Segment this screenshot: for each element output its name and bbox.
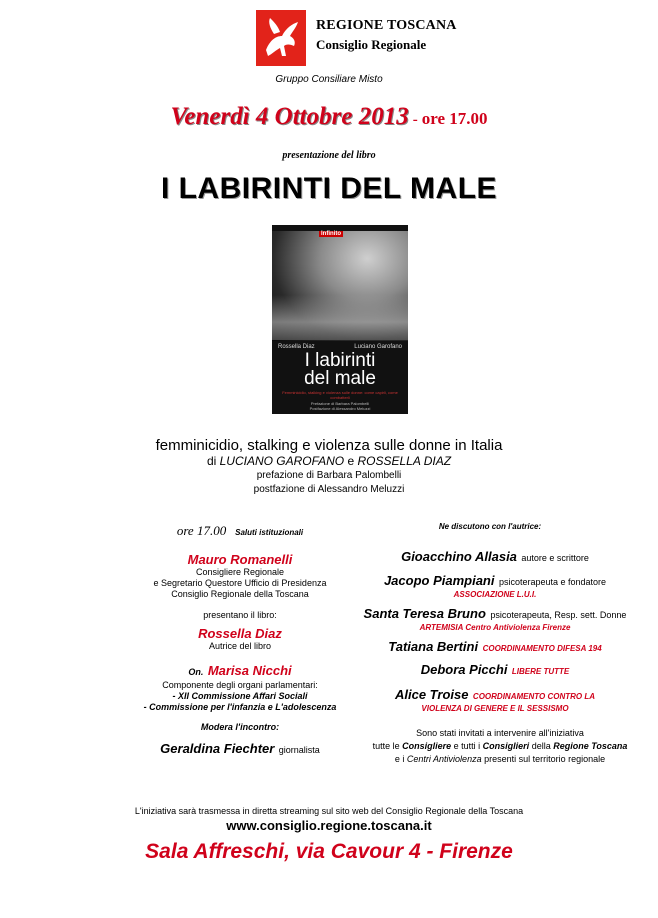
moderator-role: giornalista bbox=[278, 745, 320, 755]
panel-heading: Ne discutono con l'autrice: bbox=[438, 522, 542, 531]
speaker-role: - Commissione per l'infanzia e L'adolescenza bbox=[143, 702, 337, 712]
panelist bbox=[345, 661, 645, 679]
presents-label: presentano il libro: bbox=[203, 610, 277, 620]
invite-text-bold: Regione Toscana bbox=[553, 741, 628, 751]
panelist-role: psicoterapeuta e fondatore bbox=[498, 577, 607, 587]
moderator-label: Modera l'incontro: bbox=[200, 722, 280, 732]
book-authors bbox=[0, 454, 658, 468]
panelist-org: VIOLENZA DI GENERE E IL SESSISMO bbox=[421, 704, 569, 713]
speaker-role: e Segretario Questore Ufficio di Presidenza bbox=[153, 578, 327, 588]
book-cover bbox=[272, 225, 408, 414]
author-1: LUCIANO GAROFANO bbox=[219, 454, 345, 468]
panelist-name: Santa Teresa Bruno bbox=[363, 606, 486, 621]
regione-toscana-logo bbox=[256, 10, 306, 66]
panelist-name: Alice Troise bbox=[395, 687, 469, 702]
panelist-name: Gioacchino Allasia bbox=[401, 549, 517, 564]
invite-line: Sono stati invitati a intervenire all'iniziativa bbox=[416, 728, 584, 738]
panelist-name: Tatiana Bertini bbox=[388, 639, 479, 654]
panelist-role: psicoterapeuta, Resp. sett. Donne bbox=[490, 610, 627, 620]
speaker-title-prefix: On. bbox=[188, 667, 204, 677]
panelist bbox=[345, 638, 645, 656]
group-name: Gruppo Consiliare Misto bbox=[275, 74, 383, 85]
speaker-role: Autrice del libro bbox=[208, 641, 272, 651]
program-left-column bbox=[100, 522, 380, 758]
cover-author-left: Rossella Diaz bbox=[278, 344, 315, 350]
speaker-role: - XII Commissione Affari Sociali bbox=[172, 691, 308, 701]
cover-subtitle: Femminicidio, stalking e violenza sulle donne: come capirli, come combatterli bbox=[282, 390, 398, 400]
event-dateline bbox=[0, 103, 658, 131]
org-subname: Consiglio Regionale bbox=[316, 37, 427, 52]
afterword: postfazione di Alessandro Meluzzi bbox=[253, 484, 405, 495]
cover-author-right: Luciano Garofano bbox=[354, 344, 402, 350]
book-subtitle: femminicidio, stalking e violenza sulle donne in Italia bbox=[155, 437, 503, 454]
cover-publisher: Infinito bbox=[321, 231, 341, 237]
program-time: ore 17.00 bbox=[176, 523, 227, 538]
panelist-name: Jacopo Piampiani bbox=[383, 573, 495, 588]
event-time: ore 17.00 bbox=[421, 109, 488, 128]
greetings-row bbox=[100, 522, 380, 540]
speaker-name-row bbox=[100, 662, 380, 680]
panelist-org: ARTEMISIA Centro Antiviolenza Firenze bbox=[419, 623, 571, 632]
pegasus-icon bbox=[256, 10, 306, 66]
authors-prefix: di bbox=[206, 454, 217, 468]
invite-text: della bbox=[531, 741, 551, 751]
cover-title-line1: I labirinti bbox=[304, 350, 376, 371]
cover-credit-1: Prefazione di Barbara Palombelli bbox=[310, 401, 370, 406]
streaming-note: L'iniziativa sarà trasmessa in diretta streaming sul sito web del Consiglio Regionale della Toscana bbox=[134, 806, 524, 816]
invite-text-bold: Consiglieri bbox=[482, 741, 530, 751]
invite-text-italic: Centri Antiviolenza bbox=[406, 754, 482, 764]
speaker-name: Marisa Nicchi bbox=[207, 663, 292, 678]
panelist bbox=[345, 572, 645, 599]
speaker-role: Consiglio Regionale della Toscana bbox=[171, 589, 309, 599]
website-link[interactable]: www.consiglio.regione.toscana.it bbox=[226, 818, 432, 833]
preface: prefazione di Barbara Palombelli bbox=[256, 470, 402, 481]
panelist-org: COORDINAMENTO DIFESA 194 bbox=[482, 644, 602, 653]
panelist bbox=[345, 605, 645, 632]
venue: Sala Affreschi, via Cavour 4 - Firenze bbox=[145, 840, 513, 863]
event-date-separator: - bbox=[412, 112, 418, 128]
speaker-name: Mauro Romanelli bbox=[187, 552, 293, 567]
cover-photo-shade bbox=[272, 295, 408, 340]
panelist-org: ASSOCIAZIONE L.U.I. bbox=[453, 590, 537, 599]
panelist bbox=[345, 686, 645, 713]
panelist-role: autore e scrittore bbox=[521, 553, 589, 563]
invitation-note bbox=[350, 727, 650, 766]
speaker-role: Componente degli organi parlamentari: bbox=[162, 680, 318, 690]
moderator-row bbox=[100, 740, 380, 758]
book-title: I LABIRINTI DEL MALE bbox=[160, 172, 498, 205]
authors-conj: e bbox=[347, 454, 355, 468]
panelist-org: COORDINAMENTO CONTRO LA bbox=[472, 692, 595, 701]
author-2: ROSSELLA DIAZ bbox=[357, 454, 452, 468]
invite-text: presenti sul territorio regionale bbox=[484, 754, 606, 764]
speaker-role: Consigliere Regionale bbox=[195, 567, 285, 577]
speaker-name: Rossella Diaz bbox=[198, 626, 282, 641]
cover-title-line2: del male bbox=[304, 368, 376, 389]
invite-text: e i bbox=[394, 754, 405, 764]
cover-credit-2: Postfazione di Alessandro Meluzzi bbox=[309, 406, 371, 411]
invite-text-bold: Consigliere bbox=[402, 741, 452, 751]
panelist-name: Debora Picchi bbox=[420, 662, 508, 677]
invite-text: e tutti i bbox=[453, 741, 481, 751]
invite-line bbox=[350, 753, 650, 766]
panelist-org: LIBERE TUTTE bbox=[511, 667, 570, 676]
presentation-label: presentazione del libro bbox=[282, 150, 376, 161]
invite-line bbox=[350, 740, 650, 753]
panelist bbox=[345, 548, 645, 566]
invite-text: tutte le bbox=[372, 741, 400, 751]
event-date: Venerdì 4 Ottobre 2013 bbox=[170, 103, 409, 130]
org-name: REGIONE TOSCANA bbox=[316, 18, 457, 33]
moderator-name: Geraldina Fiechter bbox=[160, 741, 275, 756]
program-time-note: Saluti istituzionali bbox=[235, 528, 304, 537]
cover-credits bbox=[280, 401, 400, 411]
